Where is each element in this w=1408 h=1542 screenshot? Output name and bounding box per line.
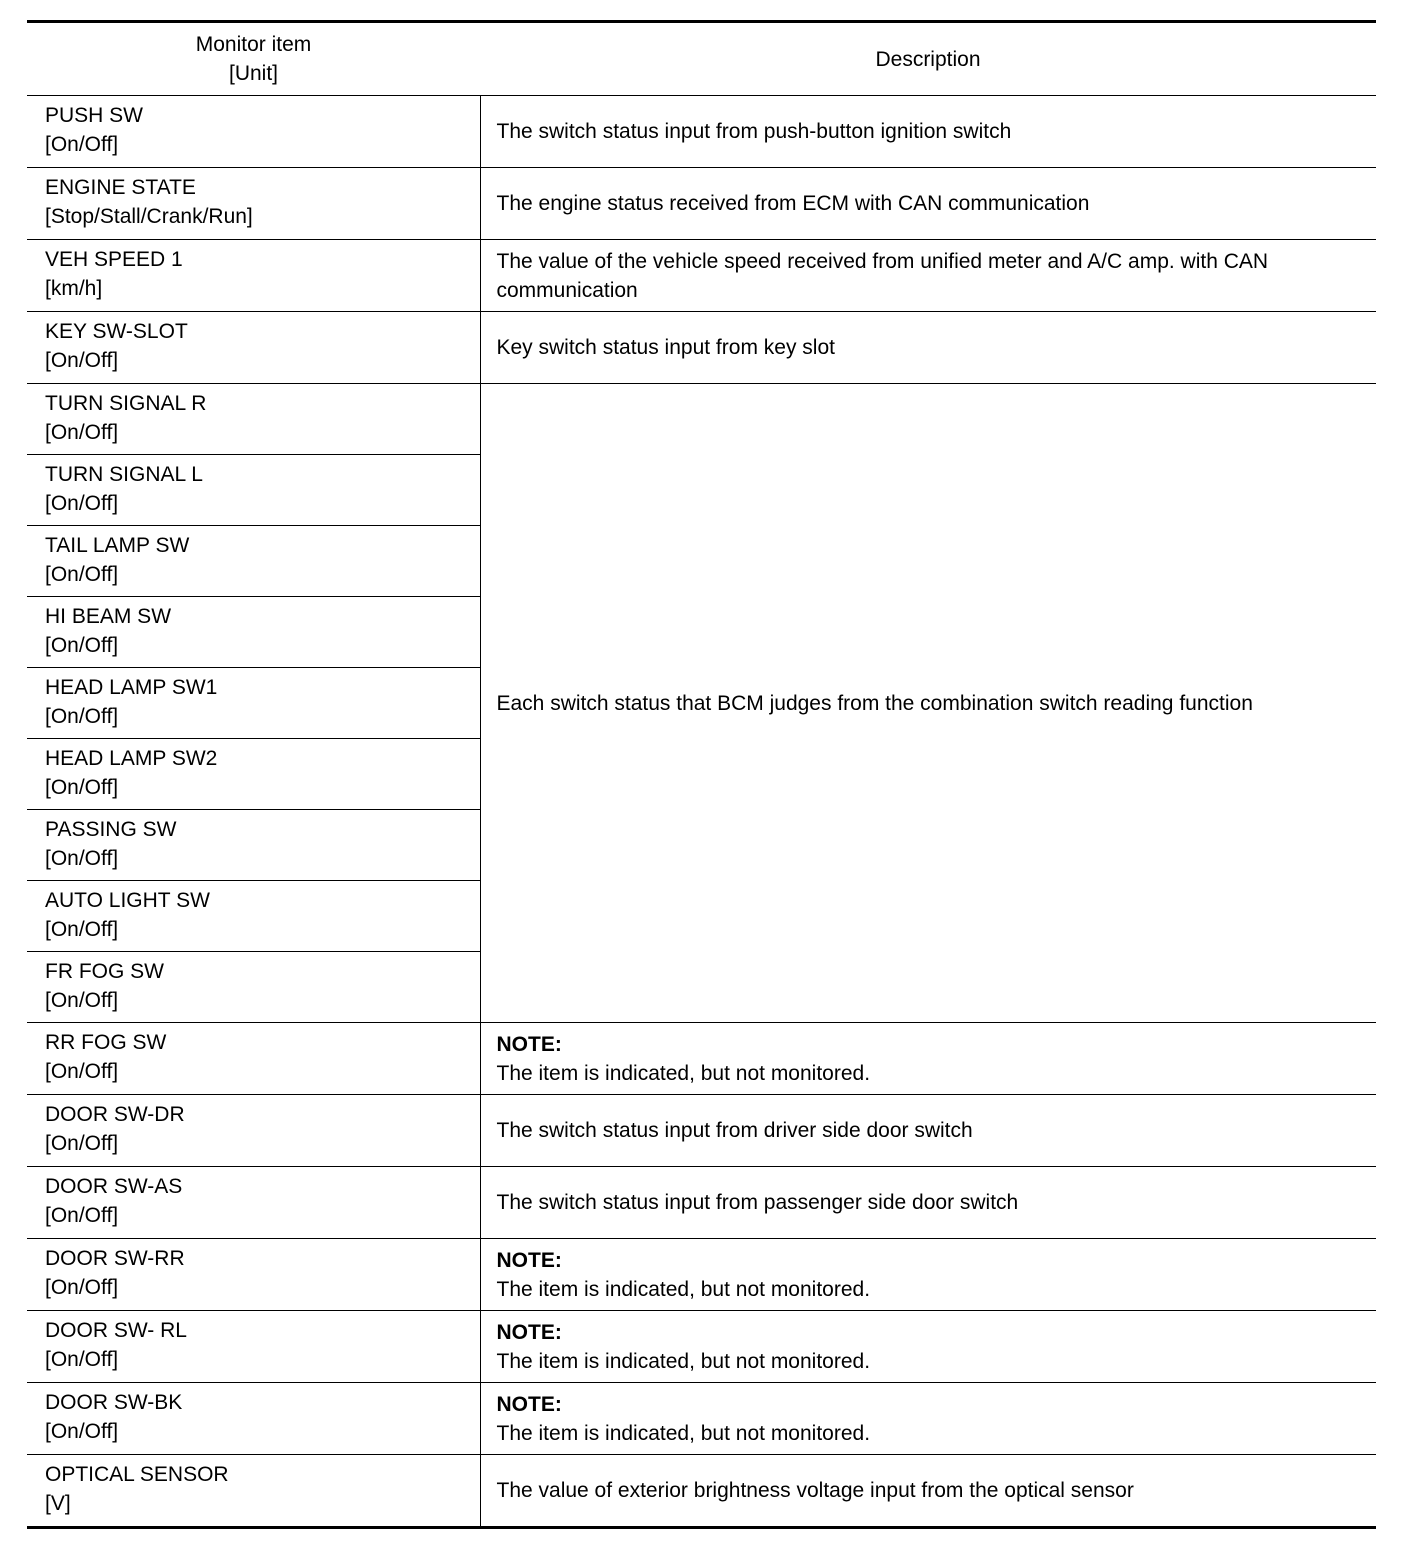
monitor-item-name: OPTICAL SENSOR <box>45 1463 229 1486</box>
note-label: NOTE: <box>496 1392 562 1416</box>
monitor-item-name: AUTO LIGHT SW <box>45 889 210 912</box>
description-cell <box>480 240 1376 312</box>
description-cell <box>480 1239 1376 1311</box>
monitor-item-cell <box>27 1167 480 1239</box>
monitor-item-unit: [On/Off] <box>45 563 119 586</box>
table-row <box>27 1023 1376 1095</box>
description-cell <box>480 1455 1376 1528</box>
monitor-item-name: DOOR SW-RR <box>45 1247 185 1270</box>
description-cell <box>480 1095 1376 1167</box>
monitor-item-cell <box>27 1383 480 1455</box>
note-label: NOTE: <box>496 1032 562 1056</box>
description-text: The value of the vehicle speed received from unified meter and A/C amp. with CAN communication <box>496 249 1269 302</box>
monitor-item-name: HI BEAM SW <box>45 605 172 628</box>
description-text: The value of exterior brightness voltage input from the optical sensor <box>496 1479 1134 1502</box>
description-text: The switch status input from passenger side door switch <box>496 1191 1019 1214</box>
table-row <box>27 1383 1376 1455</box>
monitor-item-cell <box>27 1239 480 1311</box>
monitor-item-cell <box>27 739 480 810</box>
monitor-item-unit: [Stop/Stall/Crank/Run] <box>45 205 253 228</box>
description-text: Key switch status input from key slot <box>496 336 835 359</box>
monitor-item-name: DOOR SW- RL <box>45 1319 187 1342</box>
monitor-item-cell <box>27 1455 480 1528</box>
monitor-item-unit: [On/Off] <box>45 776 119 799</box>
description-cell <box>480 1023 1376 1095</box>
header-monitor-item <box>27 22 480 96</box>
table-header <box>27 22 1376 96</box>
monitor-item-name: KEY SW-SLOT <box>45 320 188 343</box>
table-row <box>27 1095 1376 1167</box>
description-cell <box>480 384 1376 1023</box>
monitor-item-cell <box>27 810 480 881</box>
monitor-item-unit: [On/Off] <box>45 1420 119 1443</box>
monitor-item-unit: [On/Off] <box>45 1204 119 1227</box>
monitor-item-unit: [On/Off] <box>45 918 119 941</box>
monitor-item-cell <box>27 881 480 952</box>
monitor-item-name: TURN SIGNAL R <box>45 392 207 415</box>
monitor-item-name: HEAD LAMP SW2 <box>45 747 218 770</box>
header-row <box>27 22 1376 96</box>
monitor-item-cell <box>27 1095 480 1167</box>
monitor-item-unit: [On/Off] <box>45 492 119 515</box>
description-cell <box>480 1383 1376 1455</box>
monitor-item-name: VEH SPEED 1 <box>45 248 183 271</box>
table-row <box>27 168 1376 240</box>
monitor-item-name: HEAD LAMP SW1 <box>45 676 218 699</box>
monitor-item-cell <box>27 312 480 384</box>
monitor-item-unit: [On/Off] <box>45 1276 119 1299</box>
monitor-item-unit: [On/Off] <box>45 989 119 1012</box>
monitor-item-unit: [On/Off] <box>45 421 119 444</box>
description-cell <box>480 1311 1376 1383</box>
monitor-item-name: DOOR SW-AS <box>45 1175 183 1198</box>
monitor-item-unit: [On/Off] <box>45 133 119 156</box>
header-description: Description <box>480 22 1376 96</box>
monitor-item-unit: [On/Off] <box>45 1060 119 1083</box>
monitor-item-cell <box>27 1311 480 1383</box>
description-text: The item is indicated, but not monitored. <box>496 1277 871 1301</box>
description-text: The item is indicated, but not monitored. <box>496 1061 871 1085</box>
monitor-item-unit: [V] <box>45 1492 71 1515</box>
monitor-item-unit: [On/Off] <box>45 1348 119 1371</box>
description-cell <box>480 96 1376 168</box>
table-body <box>27 96 1376 1528</box>
monitor-item-cell <box>27 168 480 240</box>
monitor-item-name: TURN SIGNAL L <box>45 463 203 486</box>
monitor-item-cell <box>27 1023 480 1095</box>
monitor-item-unit: [On/Off] <box>45 349 119 372</box>
description-text: The switch status input from driver side door switch <box>496 1119 973 1142</box>
description-text: The engine status received from ECM with CAN communication <box>496 192 1090 215</box>
header-unit-label: [Unit] <box>228 62 278 85</box>
table-row <box>27 96 1376 168</box>
monitor-item-unit: [On/Off] <box>45 705 119 728</box>
monitor-item-cell <box>27 668 480 739</box>
monitor-item-name: DOOR SW-DR <box>45 1103 185 1126</box>
monitor-item-name: RR FOG SW <box>45 1031 167 1054</box>
monitor-item-name: TAIL LAMP SW <box>45 534 190 557</box>
monitor-item-name: DOOR SW-BK <box>45 1391 183 1414</box>
monitor-item-cell <box>27 240 480 312</box>
table-row <box>27 1455 1376 1528</box>
monitor-item-unit: [On/Off] <box>45 634 119 657</box>
monitor-item-unit: [km/h] <box>45 277 103 300</box>
description-cell <box>480 168 1376 240</box>
description-cell <box>480 1167 1376 1239</box>
monitor-item-cell <box>27 597 480 668</box>
monitor-item-name: PASSING SW <box>45 818 177 841</box>
description-cell <box>480 312 1376 384</box>
table-row <box>27 1239 1376 1311</box>
description-text: Each switch status that BCM judges from the combination switch reading function <box>496 691 1253 715</box>
monitor-item-cell <box>27 96 480 168</box>
monitor-item-unit: [On/Off] <box>45 1132 119 1155</box>
monitor-item-cell <box>27 384 480 455</box>
monitor-item-cell <box>27 455 480 526</box>
monitor-item-unit: [On/Off] <box>45 847 119 870</box>
note-label: NOTE: <box>496 1248 562 1272</box>
table-row <box>27 1167 1376 1239</box>
monitor-item-name: FR FOG SW <box>45 960 164 983</box>
monitor-item-table <box>27 20 1376 1529</box>
description-text: The switch status input from push-button ignition switch <box>496 120 1012 143</box>
description-text: The item is indicated, but not monitored. <box>496 1349 871 1373</box>
monitor-item-cell <box>27 952 480 1023</box>
monitor-item-cell <box>27 526 480 597</box>
table-row <box>27 384 1376 455</box>
note-label: NOTE: <box>496 1320 562 1344</box>
header-monitor-item-label: Monitor item <box>195 33 312 56</box>
monitor-item-name: PUSH SW <box>45 104 144 127</box>
description-text: The item is indicated, but not monitored. <box>496 1421 871 1445</box>
table-row <box>27 312 1376 384</box>
monitor-item-name: ENGINE STATE <box>45 176 196 199</box>
table-row <box>27 1311 1376 1383</box>
table-row <box>27 240 1376 312</box>
